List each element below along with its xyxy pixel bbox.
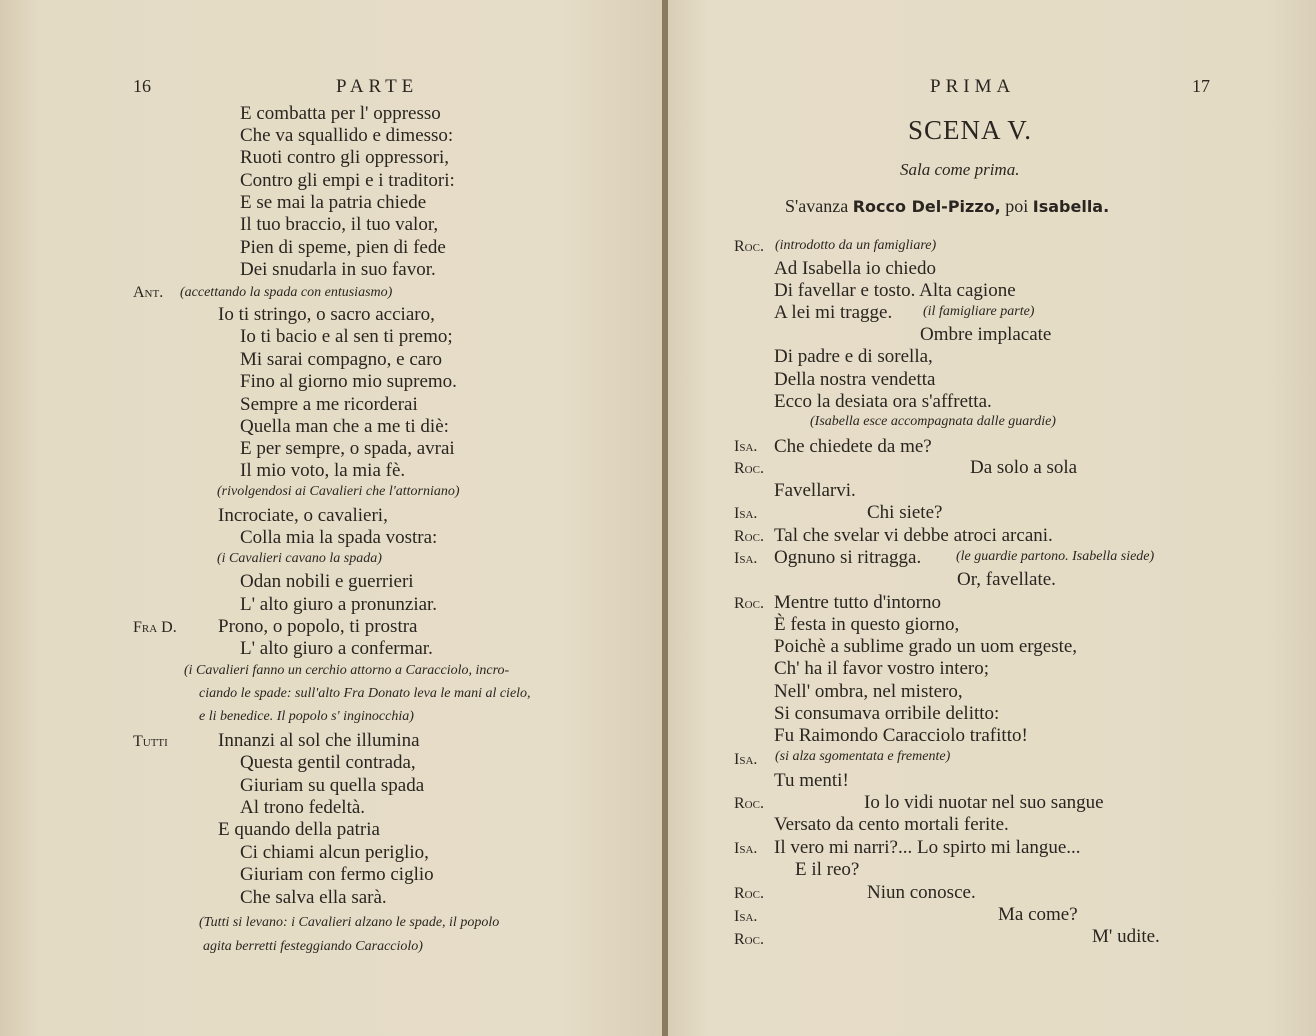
page-number: 17 — [1192, 76, 1210, 96]
verse-line: Or, favellate. — [957, 569, 1056, 590]
verse-line: Ad Isabella io chiedo — [774, 258, 936, 279]
stage-direction: (i Cavalieri fanno un cerchio attorno a Caracciolo, incro- — [184, 663, 510, 678]
verse-line: Dei snudarla in suo favor. — [240, 259, 436, 280]
verse-line: Poichè a sublime grado un uom ergeste, — [774, 636, 1078, 657]
speaker-label: Fra D. — [133, 619, 177, 636]
verse-line: Di padre e di sorella, — [774, 346, 933, 367]
verse-line: E il reo? — [795, 859, 860, 880]
verse-line: E combatta per l' oppresso — [240, 103, 441, 124]
verse-line: Questa gentil contrada, — [240, 752, 416, 773]
verse-line: Al trono fedeltà. — [240, 797, 366, 818]
verse-line: Mentre tutto d'intorno — [774, 592, 942, 613]
speaker-label: Isa. — [734, 438, 758, 455]
stage-direction: (i Cavalieri cavano la spada) — [217, 551, 382, 566]
stage-direction: (accettando la spada con entusiasmo) — [180, 285, 393, 300]
speaker-label: Isa. — [734, 751, 758, 768]
verse-line: Pien di speme, pien di fede — [240, 237, 446, 258]
verse-line: Chi siete? — [867, 502, 943, 523]
verse-line: Contro gli empi e i traditori: — [240, 170, 455, 191]
verse-line: Prono, o popolo, ti prostra — [218, 616, 418, 637]
stage-direction: (le guardie partono. Isabella siede) — [956, 549, 1155, 564]
verse-line: Incrociate, o cavalieri, — [218, 505, 388, 526]
verse-line: Giuriam con fermo ciglio — [240, 864, 434, 885]
verse-line: Il mio voto, la mia fè. — [240, 460, 406, 481]
stage-direction: (il famigliare parte) — [923, 304, 1035, 319]
verse-line: M' udite. — [1092, 926, 1160, 947]
speaker-label: Roc. — [734, 238, 764, 255]
speaker-label: Isa. — [734, 505, 758, 522]
scene-title: SCENA V. — [908, 115, 1033, 145]
speaker-label: Roc. — [734, 795, 764, 812]
verse-line: Ci chiami alcun periglio, — [240, 842, 429, 863]
stage-direction: e li benedice. Il popolo s' inginocchia) — [199, 709, 414, 724]
character-name: Rocco Del-Pizzo, — [852, 197, 1001, 216]
verse-line: Si consumava orribile delitto: — [774, 703, 1000, 724]
speaker-label: Roc. — [734, 885, 764, 902]
speaker-label: Tutti — [133, 733, 168, 750]
verse-line: E per sempre, o spada, avrai — [240, 438, 455, 459]
entrance-text: poi — [1005, 196, 1029, 216]
stage-direction: (Tutti si levano: i Cavalieri alzano le spade, il popolo — [199, 915, 500, 930]
stage-direction: (introdotto da un famigliare) — [775, 238, 937, 253]
verse-line: Ognuno si ritragga. — [774, 547, 922, 568]
verse-line: Ma come? — [998, 904, 1078, 925]
page-number: 16 — [133, 76, 151, 96]
speaker-label: Isa. — [734, 908, 758, 925]
verse-line: Ombre implacate — [920, 324, 1052, 345]
verse-line: Ecco la desiata ora s'affretta. — [774, 391, 992, 412]
speaker-label: Roc. — [734, 595, 764, 612]
scene-setting: Sala come prima. — [900, 160, 1020, 179]
stage-direction: (Isabella esce accompagnata dalle guardie) — [810, 414, 1056, 429]
verse-line: Io ti bacio e al sen ti premo; — [240, 326, 453, 347]
verse-line: A lei mi tragge. — [774, 302, 893, 323]
character-name: Isabella. — [1032, 197, 1110, 216]
verse-line: Il tuo braccio, il tuo valor, — [240, 214, 439, 235]
verse-line: Mi sarai compagno, e caro — [240, 349, 443, 370]
speaker-label: Roc. — [734, 460, 764, 477]
verse-line: Colla mia la spada vostra: — [240, 527, 438, 548]
verse-line: Quella man che a me ti diè: — [240, 416, 449, 437]
verse-line: Innanzi al sol che illumina — [218, 730, 420, 751]
verse-line: Io lo vidi nuotar nel suo sangue — [864, 792, 1104, 813]
verse-line: Da solo a sola — [970, 457, 1078, 478]
stage-direction: (si alza sgomentata e fremente) — [775, 749, 951, 764]
verse-line: Niun conosce. — [867, 882, 976, 903]
right-page — [668, 0, 1316, 1036]
verse-line: Fu Raimondo Caracciolo trafitto! — [774, 725, 1028, 746]
speaker-label: Isa. — [734, 840, 758, 857]
entrance-text: S'avanza — [785, 196, 849, 216]
running-head: PARTE — [336, 76, 419, 97]
stage-direction: ciando le spade: sull'alto Fra Donato leva le mani al cielo, — [199, 686, 531, 701]
verse-line: Sempre a me ricorderai — [240, 394, 418, 415]
speaker-label: Isa. — [734, 550, 758, 567]
verse-line: Di favellar e tosto. Alta cagione — [774, 280, 1016, 301]
verse-line: Che salva ella sarà. — [240, 887, 387, 908]
verse-line: Che chiedete da me? — [774, 436, 932, 457]
verse-line: Favellarvi. — [774, 480, 856, 501]
verse-line: L' alto giuro a pronunziar. — [240, 594, 438, 615]
verse-line: Tu menti! — [774, 770, 849, 791]
verse-line: È festa in questo giorno, — [774, 614, 960, 635]
verse-line: Io ti stringo, o sacro acciaro, — [218, 304, 435, 325]
speaker-label: Roc. — [734, 931, 764, 948]
verse-line: Versato da cento mortali ferite. — [774, 814, 1009, 835]
verse-line: Nell' ombra, nel mistero, — [774, 681, 963, 702]
verse-line: Giuriam su quella spada — [240, 775, 425, 796]
verse-line: Della nostra vendetta — [774, 369, 936, 390]
stage-direction: agita berretti festeggiando Caracciolo) — [203, 939, 423, 954]
verse-line: Tal che svelar vi debbe atroci arcani. — [774, 525, 1053, 546]
verse-line: Ruoti contro gli oppressori, — [240, 147, 449, 168]
verse-line: E se mai la patria chiede — [240, 192, 427, 213]
speaker-label: Ant. — [133, 284, 164, 301]
scene-entrance — [785, 196, 1109, 217]
running-head: PRIMA — [930, 76, 1016, 97]
verse-line: L' alto giuro a confermar. — [240, 638, 433, 659]
verse-line: Ch' ha il favor vostro intero; — [774, 658, 990, 679]
verse-line: E quando della patria — [218, 819, 380, 840]
stage-direction: (rivolgendosi ai Cavalieri che l'attorniano) — [217, 484, 460, 499]
speaker-label: Roc. — [734, 528, 764, 545]
verse-line: Odan nobili e guerrieri — [240, 571, 414, 592]
verse-line: Che va squallido e dimesso: — [240, 125, 454, 146]
verse-line: Fino al giorno mio supremo. — [240, 371, 457, 392]
verse-line: Il vero mi narri?... Lo spirto mi langue... — [774, 837, 1081, 858]
